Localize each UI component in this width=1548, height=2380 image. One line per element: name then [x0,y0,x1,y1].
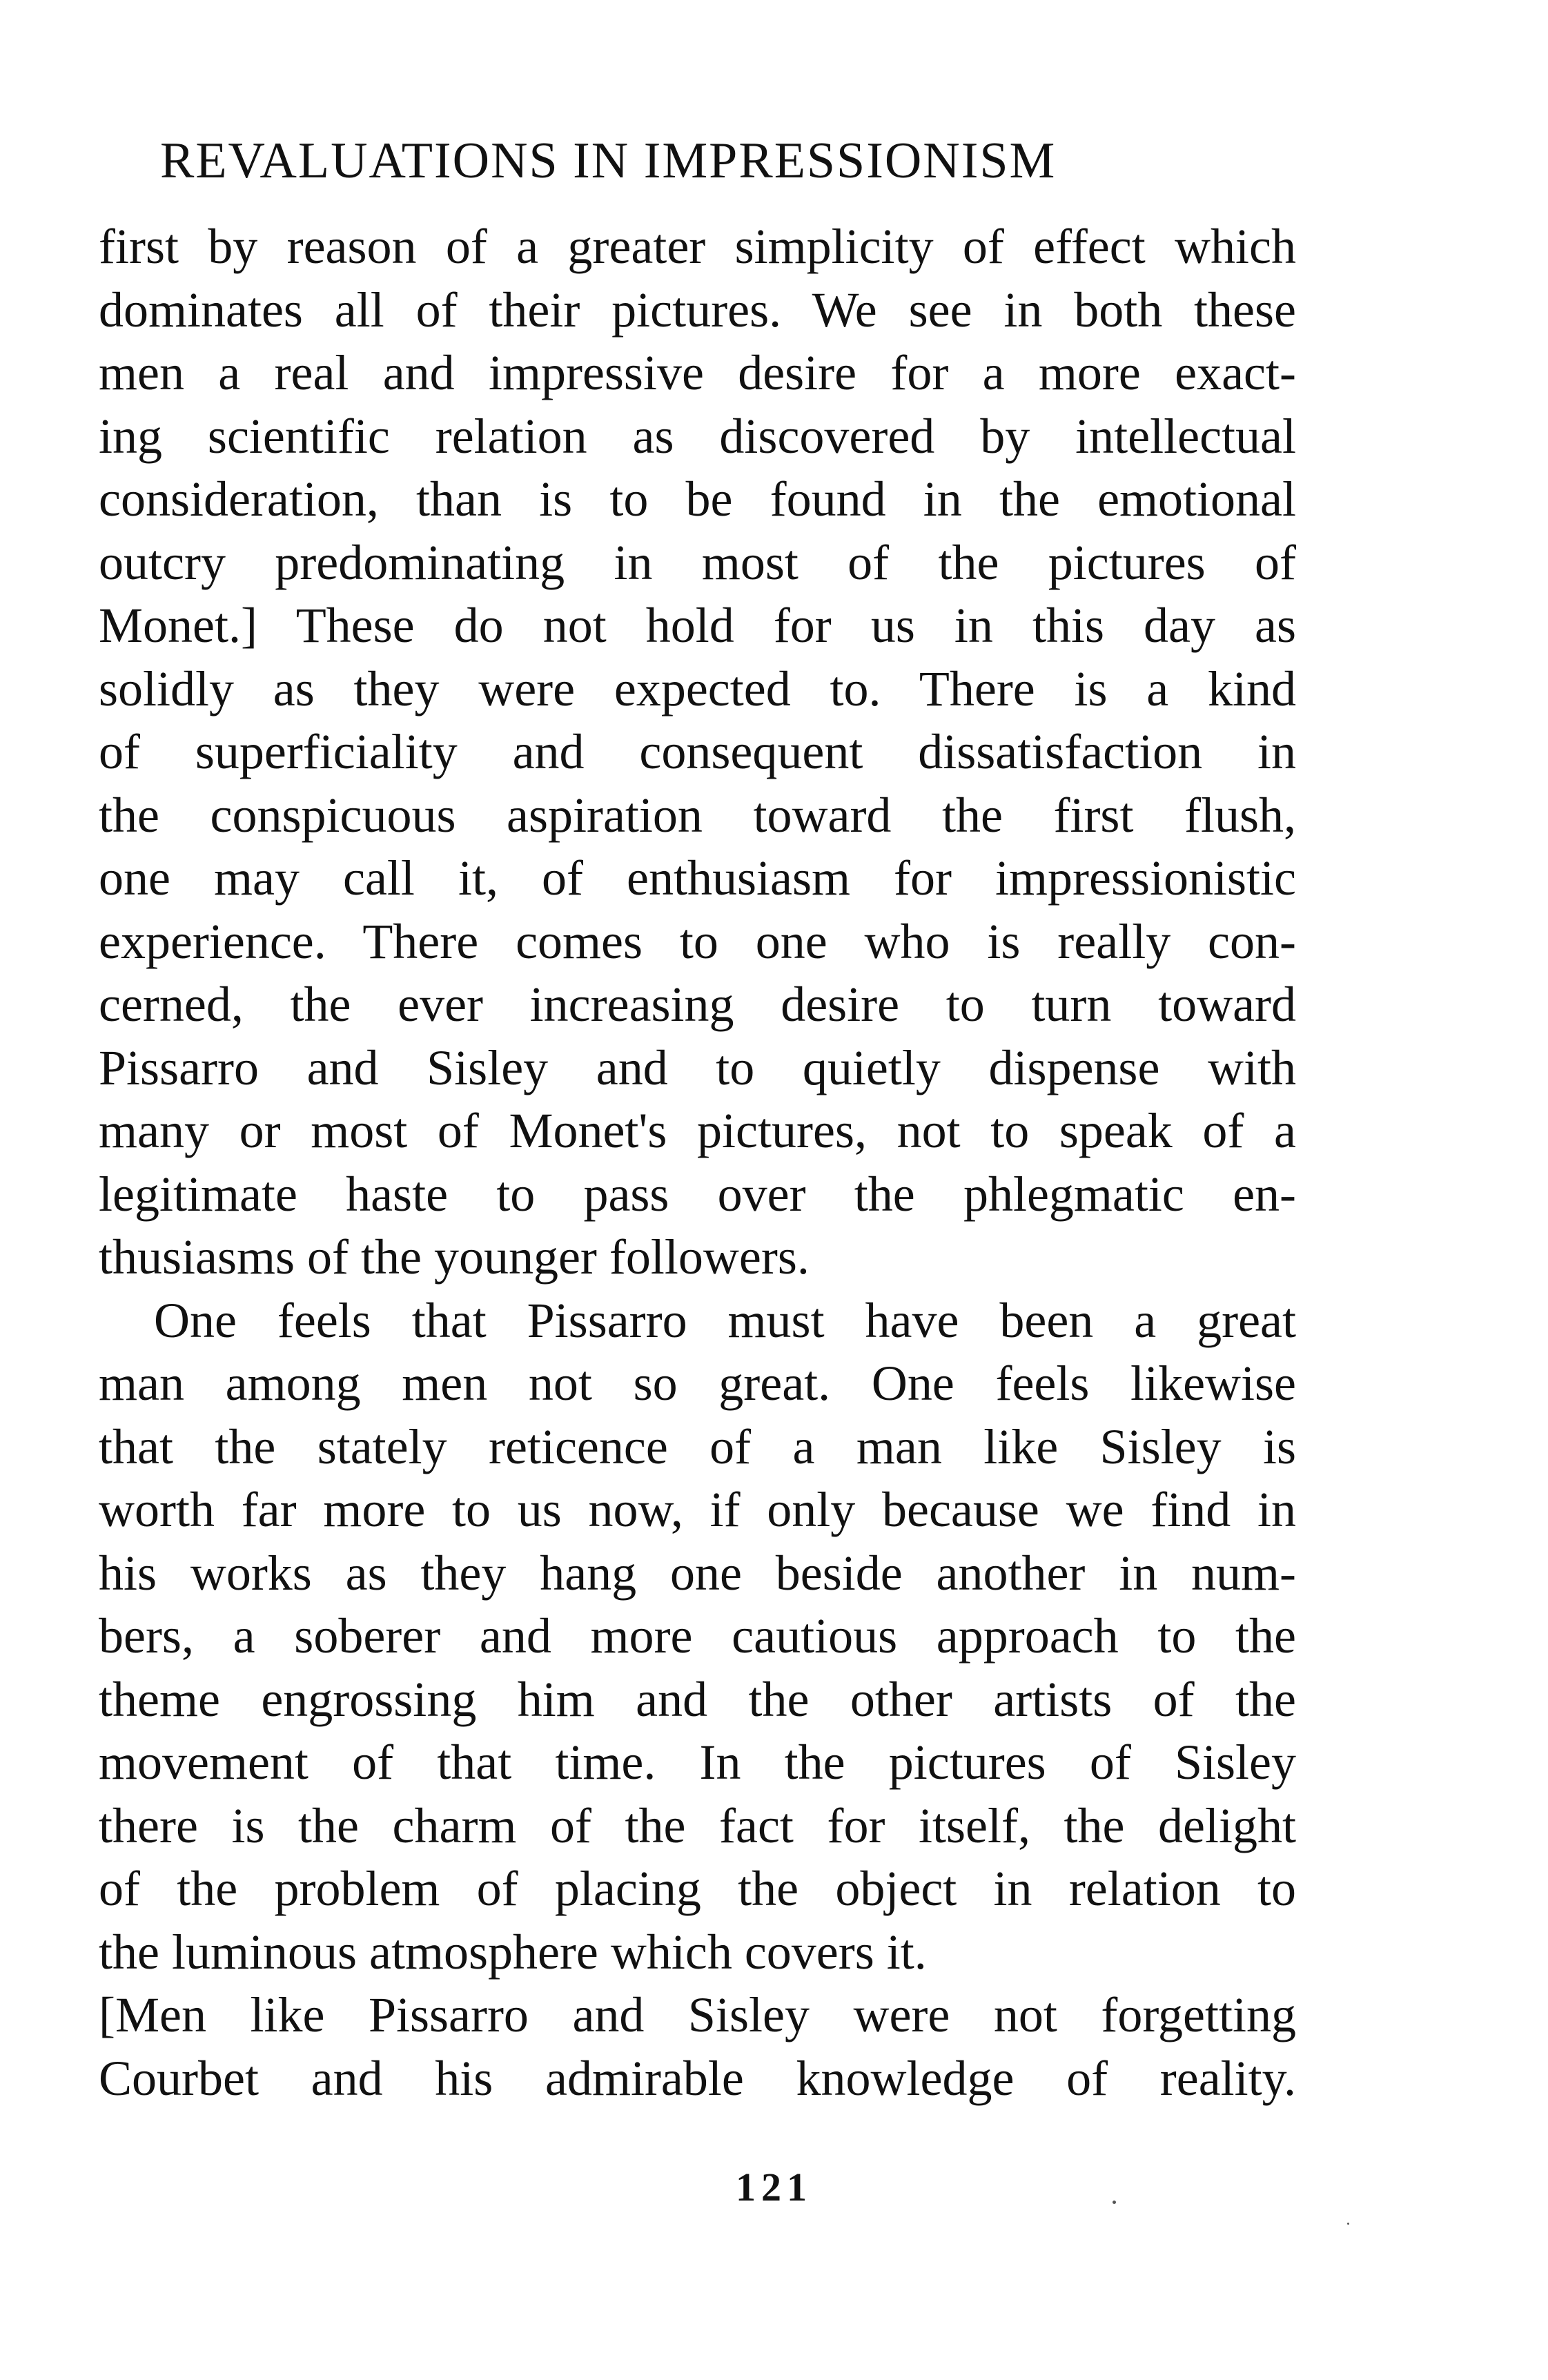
text-line: cerned, the ever increasing desire to turn toward [99,977,1296,1032]
text-line: one may call it, of enthusiasm for impressionistic [99,850,1296,906]
text-line: Monet.] These do not hold for us in this day as [99,598,1296,653]
running-head: REVALUATIONS IN IMPRESSIONISM [160,133,1057,189]
text-line: solidly as they were expected to. There is a kind [99,661,1296,716]
paragraph-start-line: [Men like Pissarro and Sisley were not forgetting [99,1987,1296,2042]
text-line: there is the charm of the fact for itself, the delight [99,1797,1296,1853]
text-line: of the problem of placing the object in relation to [99,1861,1296,1916]
text-line: consideration, than is to be found in the emotional [99,471,1296,527]
text-line: worth far more to us now, if only because we find in [99,1482,1296,1537]
text-line: that the stately reticence of a man like Sisley is [99,1418,1296,1474]
text-line: bers, a soberer and more cautious approach to the [99,1608,1296,1664]
text-line: dominates all of their pictures. We see in both these [99,282,1296,338]
body-text [99,215,1296,2110]
text-line: outcry predominating in most of the pictures of [99,534,1296,590]
text-line: movement of that time. In the pictures of Sisley [99,1735,1296,1790]
text-line: theme engrossing him and the other artists of the [99,1671,1296,1727]
text-line: legitimate haste to pass over the phlegmatic en- [99,1166,1296,1222]
paragraph-end-line: thusiasms of the younger followers. [99,1229,810,1285]
text-line: man among men not so great. One feels likewise [99,1356,1296,1411]
text-line: Courbet and his admirable knowledge of reality. [99,2050,1296,2106]
text-line: Pissarro and Sisley and to quietly dispense with [99,1040,1296,1095]
paragraph-start-line: One feels that Pissarro must have been a great [154,1292,1296,1348]
page-number: 121 [736,2165,812,2210]
text-line: the conspicuous aspiration toward the first flush, [99,787,1296,843]
text-line: his works as they hang one beside another in num- [99,1545,1296,1601]
scan-speck [1347,2223,1349,2225]
text-line: first by reason of a greater simplicity of effect which [99,219,1296,274]
text-line: of superficiality and consequent dissatisfaction in [99,724,1296,779]
text-line: ing scientific relation as discovered by intellectual [99,408,1296,464]
scan-speck [1113,2201,1116,2204]
text-line: experience. There comes to one who is really con- [99,913,1296,969]
text-line: many or most of Monet's pictures, not to speak of a [99,1103,1296,1158]
paragraph-end-line: the luminous atmosphere which covers it. [99,1924,927,1980]
text-line: men a real and impressive desire for a more exact- [99,345,1296,400]
